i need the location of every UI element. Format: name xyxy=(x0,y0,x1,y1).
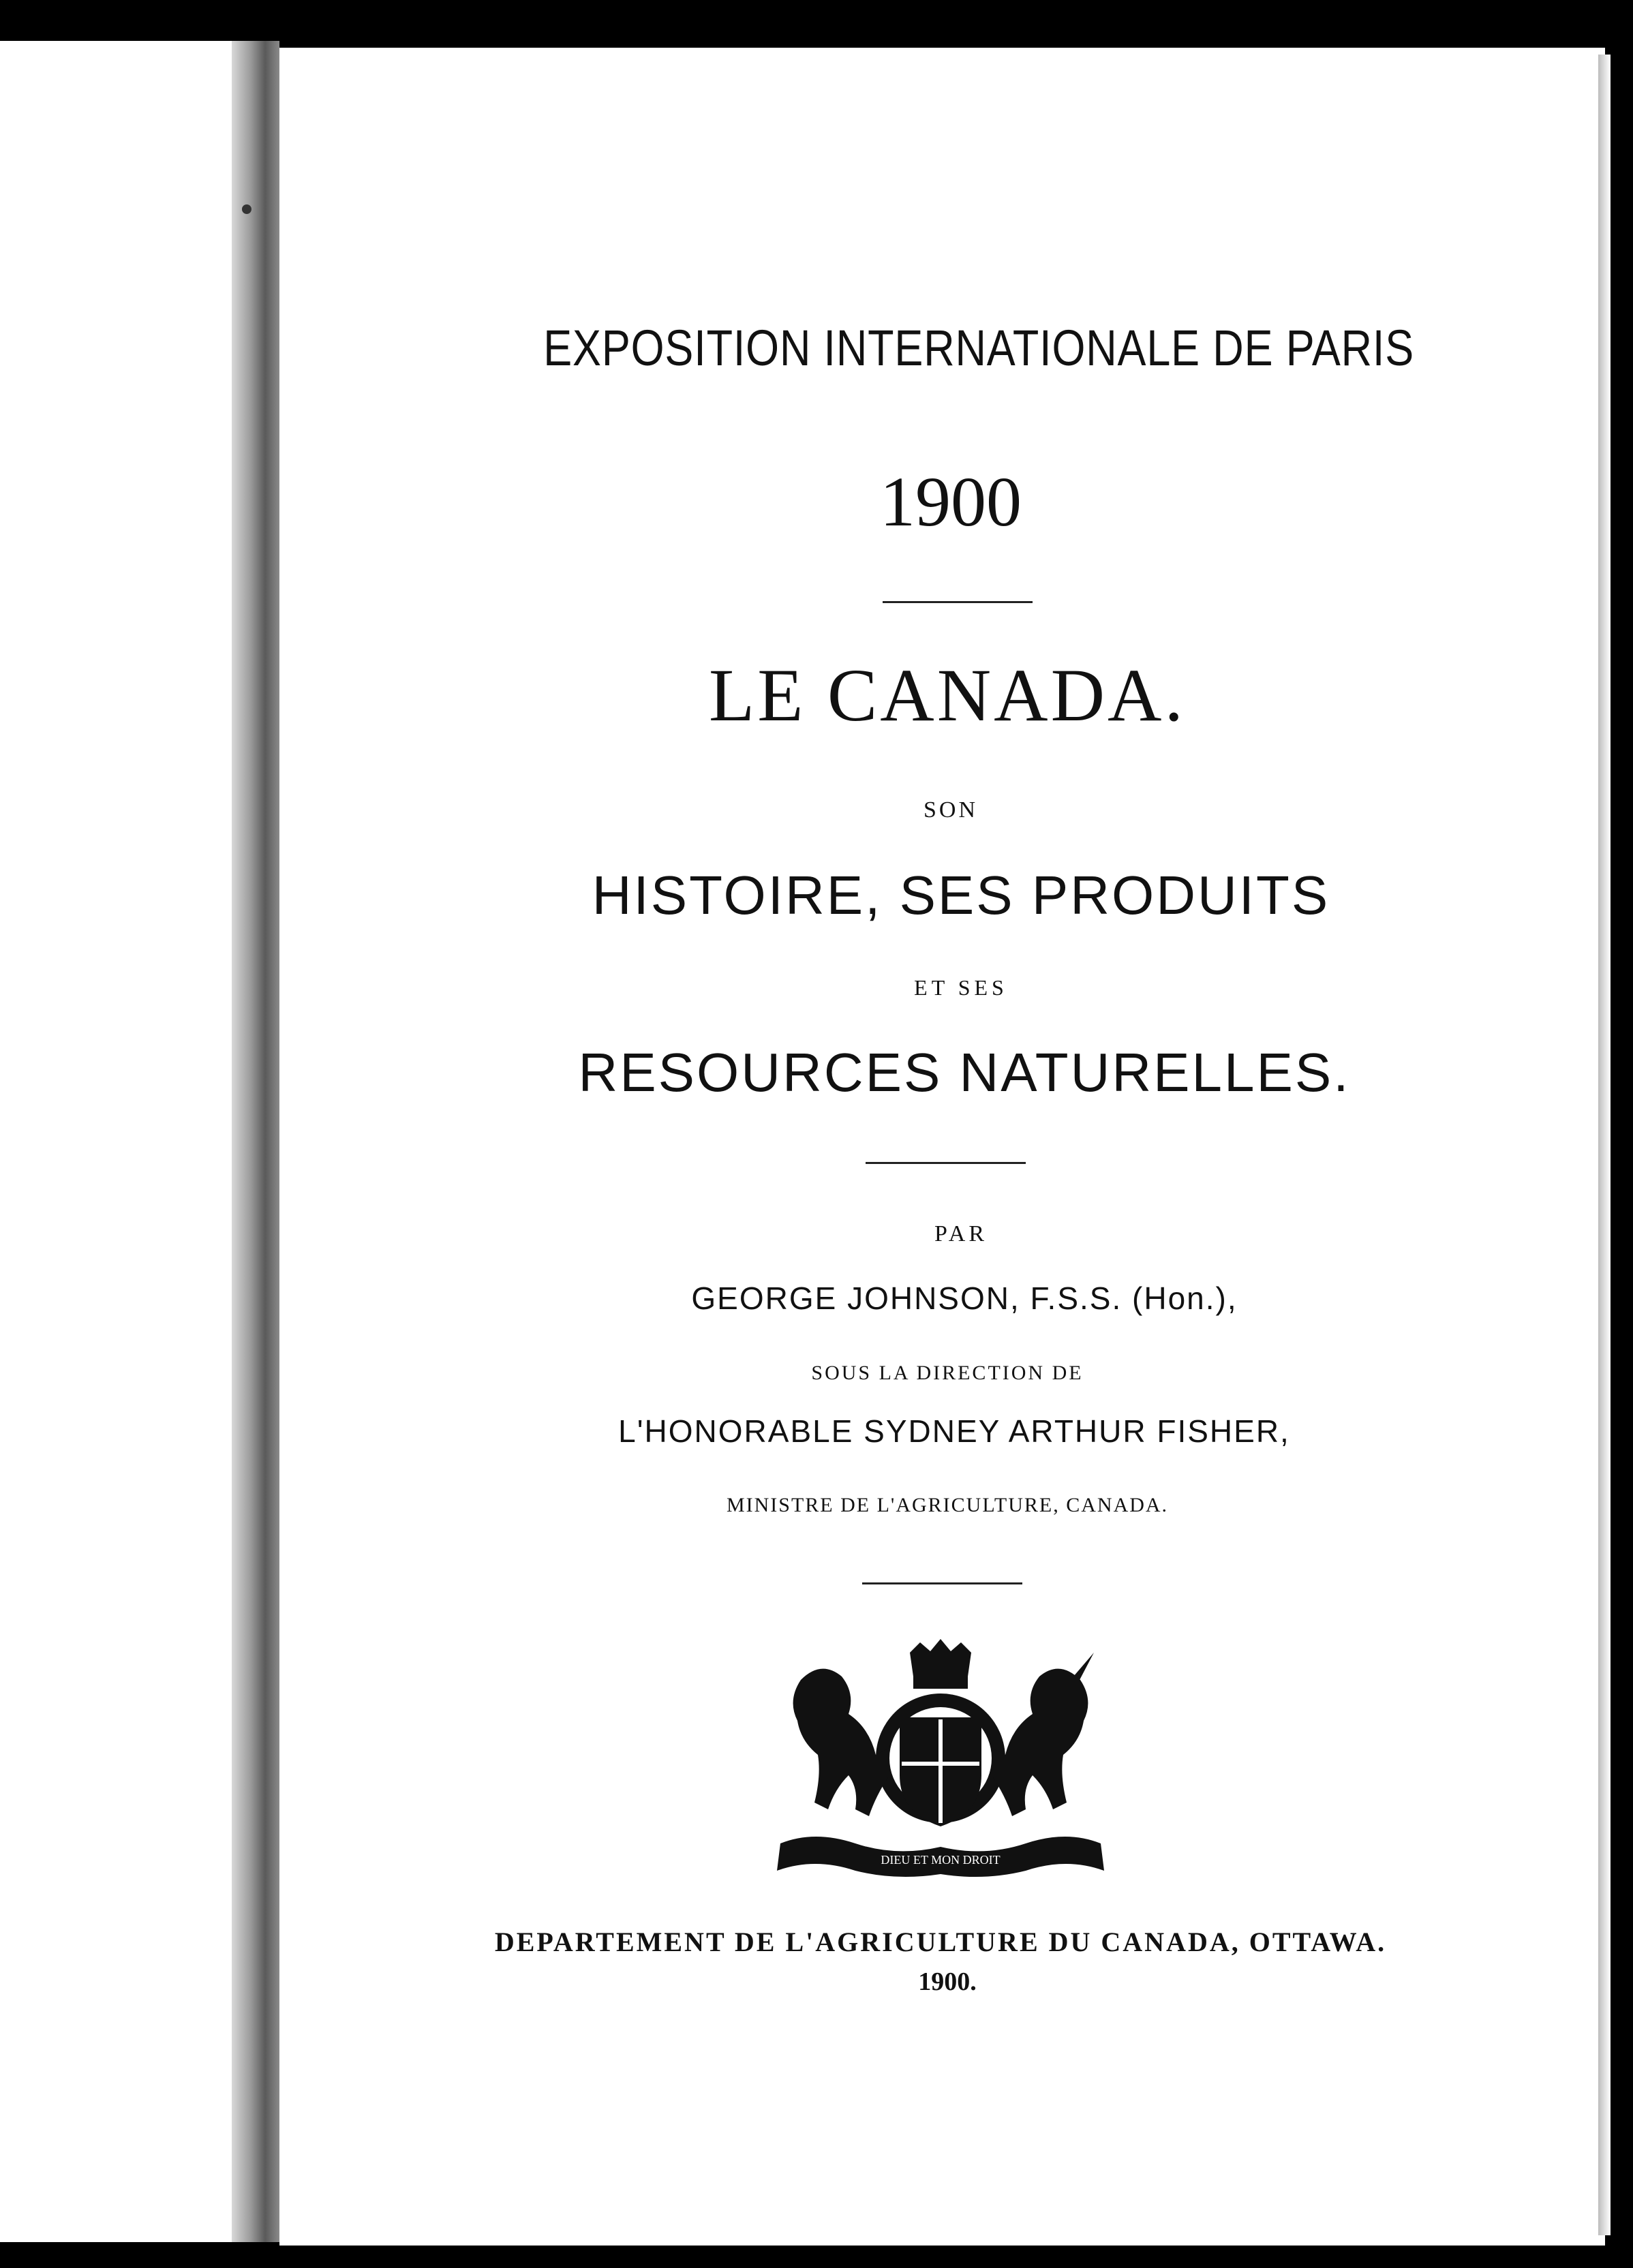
divider-rule xyxy=(883,601,1033,603)
royal-coat-of-arms-icon xyxy=(774,1639,1108,1884)
page-edge xyxy=(1598,55,1611,2235)
subtitle-histoire: HISTOIRE, SES PRODUITS xyxy=(592,865,1330,925)
et-ses-label: ET SES xyxy=(914,975,1008,1000)
ink-blot xyxy=(242,204,251,214)
divider-rule xyxy=(862,1582,1022,1584)
author-line: GEORGE JOHNSON, F.S.S. (Hon.), xyxy=(691,1281,1238,1316)
publisher-line: DEPARTEMENT DE L'AGRICULTURE DU CANADA, OTTAWA. xyxy=(494,1927,1387,1957)
left-blank-page xyxy=(0,41,232,2242)
divider-rule xyxy=(866,1162,1026,1164)
main-title: LE CANADA. xyxy=(709,654,1186,737)
son-label: SON xyxy=(923,797,979,823)
motto-text: DIEU ET MON DROIT xyxy=(881,1853,1001,1867)
year-heading: 1900 xyxy=(880,463,1022,541)
title-page xyxy=(279,48,1605,2246)
patron-line: L'HONORABLE SYDNEY ARTHUR FISHER, xyxy=(618,1413,1290,1449)
par-label: PAR xyxy=(934,1221,988,1246)
ministre-line: MINISTRE DE L'AGRICULTURE, CANADA. xyxy=(726,1494,1169,1516)
subtitle-resources: RESOURCES NATURELLES. xyxy=(578,1042,1351,1103)
publication-year: 1900. xyxy=(918,1967,977,1996)
exposition-heading: EXPOSITION INTERNATIONALE DE PARIS xyxy=(543,320,1415,376)
direction-label: SOUS LA DIRECTION DE xyxy=(811,1362,1084,1384)
book-gutter xyxy=(232,41,279,2242)
